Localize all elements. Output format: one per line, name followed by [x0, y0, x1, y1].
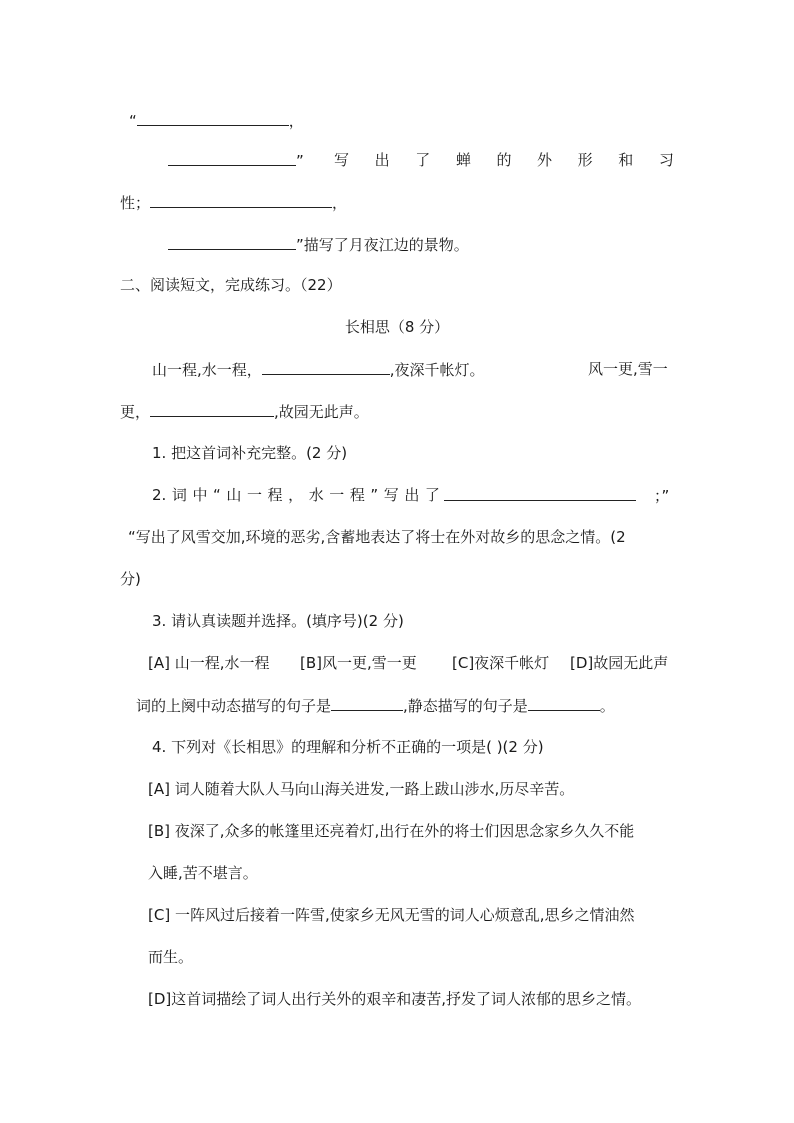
- q3-fill-text: 词的上阕中动态描写的句子是: [136, 697, 332, 715]
- q3-option-d: [D]故园无此声: [570, 654, 669, 672]
- question-2-blank-line: [444, 485, 669, 506]
- q3-fill-line: [136, 695, 615, 716]
- q4-option-d: [D]这首词描绘了词人出行关外的艰辛和凄苦,抒发了词人浓郁的思乡之情。: [148, 990, 642, 1008]
- answer-blank[interactable]: [150, 401, 274, 417]
- open-quote: “: [129, 112, 137, 130]
- question-4: 4. 下列对《长相思》的理解和分析不正确的一项是( )(2 分): [152, 738, 544, 756]
- char: 了: [415, 151, 431, 169]
- q4-option-c-cont: 而生。: [148, 948, 194, 966]
- q2-token: 程: [349, 486, 365, 504]
- answer-blank[interactable]: [331, 695, 403, 711]
- q2-token: 出: [404, 486, 420, 504]
- q2-token: “: [213, 486, 221, 504]
- poem-line-1: [152, 359, 485, 380]
- question-3: 3. 请认真读题并选择。(填序号)(2 分): [152, 612, 404, 630]
- q2-token: ”: [370, 486, 379, 504]
- q4-option-b-cont: 入睡,苦不堪言。: [148, 864, 258, 882]
- line-text: 性；: [120, 194, 151, 212]
- q2-token: 中: [192, 486, 208, 504]
- char: 习: [658, 151, 674, 169]
- poem-line-2: [120, 401, 369, 422]
- fill-line-4: [168, 234, 469, 255]
- q3-fill-text: 。: [599, 697, 615, 715]
- fill-line-3: [120, 192, 347, 213]
- fill-line-1: [129, 110, 304, 131]
- fill-line-2-text: [334, 150, 674, 170]
- answer-blank[interactable]: [137, 110, 289, 126]
- char: 外: [537, 151, 553, 169]
- q2-token: 词: [171, 486, 187, 504]
- q3-option-b: [B]风一更,雪一更: [300, 654, 417, 672]
- answer-blank[interactable]: [168, 150, 296, 166]
- answer-blank[interactable]: [168, 234, 296, 250]
- q2-token: 写: [383, 486, 399, 504]
- q2-token: 一: [329, 486, 345, 504]
- char: 写: [334, 151, 350, 169]
- poem-text: ,夜深千帐灯。: [389, 361, 485, 379]
- q3-option-a: [A] 山一程,水一程: [148, 654, 270, 672]
- q4-option-c: [C] 一阵风过后接着一阵雪,使家乡无风无雪的词人心烦意乱,思乡之情油然: [148, 906, 635, 924]
- q3-option-c: [C]夜深千帐灯: [452, 654, 550, 672]
- q4-option-a: [A] 词人随着大队人马向山海关进发,一路上跋山涉水,历尽辛苦。: [148, 780, 575, 798]
- poem-line-1-tail: 风一更,雪一: [588, 360, 668, 378]
- answer-blank[interactable]: [528, 695, 600, 711]
- answer-blank[interactable]: [262, 359, 390, 375]
- poem-text: 山一程,水一程，: [152, 361, 262, 379]
- question-1: 1. 把这首词补充完整。(2 分): [152, 444, 348, 462]
- poem-text: ,故园无此声。: [274, 403, 369, 421]
- char: 和: [618, 151, 634, 169]
- answer-blank[interactable]: [150, 192, 332, 208]
- q2-token: 山: [226, 486, 242, 504]
- line-punct: ，: [288, 112, 304, 130]
- char: 的: [496, 151, 512, 169]
- question-2-text: [152, 485, 440, 505]
- q2-token: 水: [308, 486, 324, 504]
- poem-title: 长相思（8 分）: [344, 318, 450, 336]
- answer-blank[interactable]: [444, 485, 636, 501]
- question-2-line-3: 分): [120, 570, 141, 588]
- q2-token: ，: [288, 486, 304, 504]
- poem-text: 更，: [120, 403, 151, 421]
- q2-token: 了: [424, 486, 440, 504]
- question-2-line-2: “写出了风雪交加,环境的恶劣,含蓄地表达了将士在外对故乡的思念之情。(2: [128, 528, 626, 546]
- char: 出: [374, 151, 390, 169]
- fill-line-2-blank: [168, 150, 304, 171]
- section-heading: 二、阅读短文，完成练习。（22）: [120, 276, 342, 294]
- line-punct: ，: [332, 194, 348, 212]
- close-quote: ”: [296, 152, 304, 170]
- q2-token: 2.: [152, 486, 167, 504]
- q2-tail: ；”: [654, 487, 670, 505]
- char: 形: [577, 151, 593, 169]
- line-text: ”描写了月夜江边的景物。: [296, 236, 469, 254]
- q4-option-b: [B] 夜深了,众多的帐篷里还亮着灯,出行在外的将士们因思念家乡久久不能: [148, 822, 635, 840]
- q3-fill-text: ,静态描写的句子是: [403, 697, 528, 715]
- q2-token: 一: [246, 486, 262, 504]
- char: 蝉: [455, 151, 471, 169]
- q2-token: 程: [267, 486, 283, 504]
